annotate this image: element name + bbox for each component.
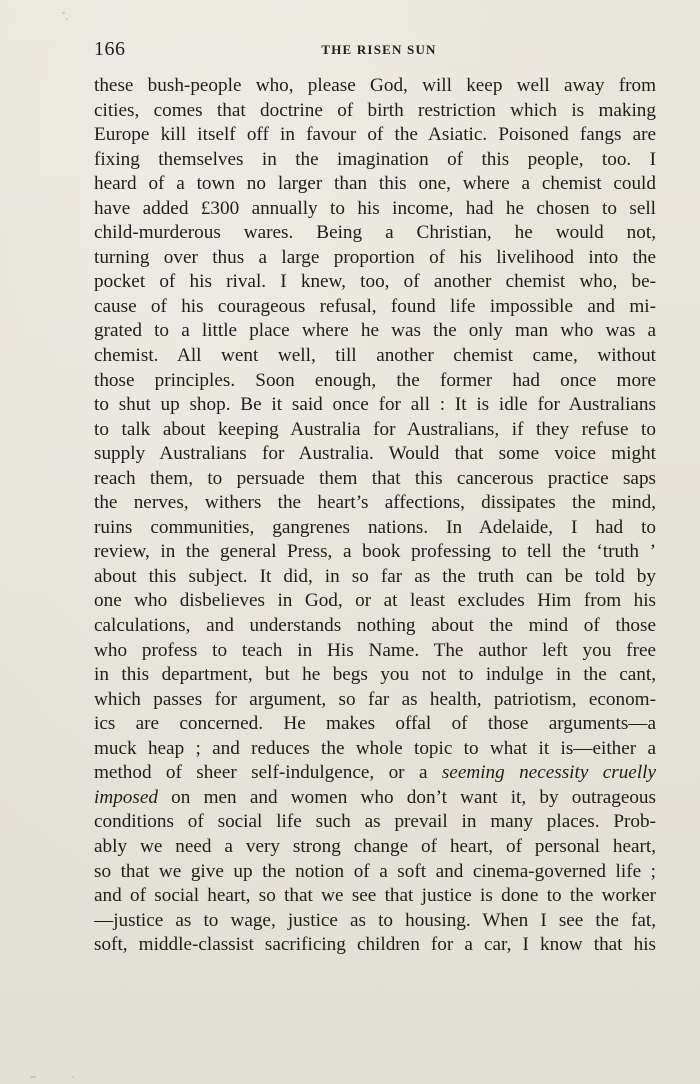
text-line <box>94 172 656 197</box>
text-line <box>94 761 656 786</box>
text-line <box>94 442 656 467</box>
text-line <box>94 786 656 811</box>
italic-text: imposed <box>94 786 158 808</box>
text-line <box>94 221 656 246</box>
text-segment: ably we need a very strong change of heart, of personal heart, <box>94 835 656 857</box>
text-segment: ics are concerned. He makes offal of those arguments—a <box>94 713 656 735</box>
text-segment: on men and women who don’t want it, by outrageous <box>157 786 656 808</box>
text-segment: in this department, but he begs you not to indulge in the cant, <box>94 664 656 686</box>
text-line <box>94 418 656 443</box>
text-segment: calculations, and understands nothing about the mind of those <box>94 615 656 637</box>
text-line <box>94 246 656 271</box>
text-line <box>94 835 656 860</box>
text-line <box>94 614 656 639</box>
text-line <box>94 99 656 124</box>
text-line <box>94 565 656 590</box>
paper-speck <box>66 18 68 20</box>
text-segment: pocket of his rival. I knew, too, of another chemist who, be- <box>94 271 656 293</box>
running-title: THE RISEN SUN <box>321 42 437 57</box>
text-segment: these bush-people who, please God, will keep well away from <box>94 75 656 96</box>
text-segment: so that we give up the notion of a soft and cinema-governed life ; <box>94 860 656 882</box>
body-text <box>94 74 656 958</box>
text-segment: to shut up shop. Be it said once for all : It is idle for Australians <box>94 394 656 416</box>
text-line <box>94 589 656 614</box>
text-line <box>94 933 656 958</box>
text-line <box>94 860 656 885</box>
running-head <box>94 38 656 62</box>
text-line <box>94 909 656 934</box>
text-line <box>94 540 656 565</box>
paper-speck <box>30 1076 36 1078</box>
text-segment: about this subject. It did, in so far as the truth can be told by <box>94 565 656 587</box>
text-line <box>94 810 656 835</box>
text-line <box>94 663 656 688</box>
text-segment: heard of a town no larger than this one, where a chemist could <box>94 173 656 195</box>
paper-speck <box>62 12 65 14</box>
text-line <box>94 884 656 909</box>
text-segment: one who disbelieves in God, or at least excludes Him from his <box>94 590 656 612</box>
text-segment: conditions of social life such as prevail in many places. Prob- <box>94 811 656 833</box>
text-segment: review, in the general Press, a book professing to tell the ‘truth ’ <box>94 541 656 563</box>
text-line <box>94 491 656 516</box>
text-segment: muck heap ; and reduces the whole topic to what it is—either a <box>94 737 656 759</box>
text-line <box>94 688 656 713</box>
text-segment: fixing themselves in the imagination of this people, too. I <box>94 148 656 170</box>
text-segment: ruins communities, gangrenes nations. In Adelaide, I had to <box>94 516 656 538</box>
paper-speck <box>72 1076 74 1078</box>
text-segment: method of sheer self-indulgence, or a <box>94 762 442 784</box>
text-line <box>94 467 656 492</box>
text-segment: to talk about keeping Australia for Australians, if they refuse to <box>94 418 656 440</box>
text-line <box>94 74 656 99</box>
text-segment: have added £300 annually to his income, had he chosen to sell <box>94 197 656 219</box>
text-segment: and of social heart, so that we see that justice is done to the worker <box>94 885 656 907</box>
text-segment: cause of his courageous refusal, found life impossible and mi- <box>94 295 656 317</box>
text-segment: which passes for argument, so far as health, patriotism, econom- <box>94 688 656 710</box>
text-line <box>94 148 656 173</box>
text-line <box>94 369 656 394</box>
text-segment: those principles. Soon enough, the former had once more <box>94 369 656 391</box>
text-segment: turning over thus a large proportion of his livelihood into the <box>94 246 656 268</box>
text-segment: child-murderous wares. Being a Christian, he would not, <box>94 222 656 244</box>
text-line <box>94 516 656 541</box>
text-segment: chemist. All went well, till another chemist came, without <box>94 345 656 367</box>
text-segment: who profess to teach in His Name. The author left you free <box>94 639 656 661</box>
text-line <box>94 639 656 664</box>
text-segment: supply Australians for Australia. Would that some voice might <box>94 443 656 465</box>
italic-text: seeming necessity cruelly <box>441 762 656 784</box>
page-number: 166 <box>94 38 126 60</box>
text-segment: soft, middle-classist sacrificing children for a car, I know that his <box>94 934 656 956</box>
text-segment: grated to a little place where he was the only man who was a <box>94 320 656 342</box>
text-line <box>94 295 656 320</box>
text-segment: the nerves, withers the heart’s affections, dissipates the mind, <box>94 492 656 514</box>
text-line <box>94 197 656 222</box>
text-line <box>94 344 656 369</box>
text-segment: —justice as to wage, justice as to housing. When I see the fat, <box>94 909 656 931</box>
text-line <box>94 270 656 295</box>
text-line <box>94 712 656 737</box>
text-segment: reach them, to persuade them that this cancerous practice saps <box>94 467 656 489</box>
text-line <box>94 319 656 344</box>
text-line <box>94 123 656 148</box>
text-segment: cities, comes that doctrine of birth restriction which is making <box>94 99 656 121</box>
text-line <box>94 737 656 762</box>
text-segment: Europe kill itself off in favour of the Asiatic. Poisoned fangs are <box>94 124 656 146</box>
text-line <box>94 393 656 418</box>
